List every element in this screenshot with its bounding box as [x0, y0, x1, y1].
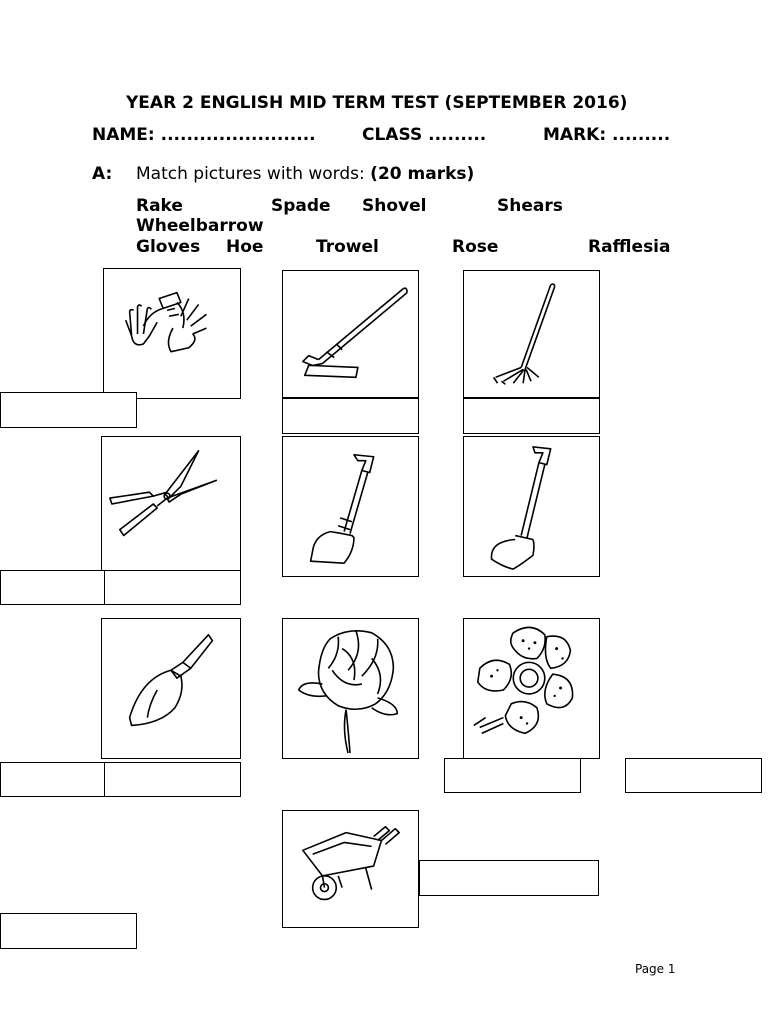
picture-box-hoe — [282, 270, 419, 398]
rose-icon — [283, 619, 418, 758]
name-field-label: NAME: ........................ — [92, 125, 316, 145]
picture-box-rose — [282, 618, 419, 759]
class-field-label: CLASS ......... — [362, 125, 487, 145]
trowel-icon — [102, 619, 240, 758]
picture-box-wheelbarrow — [282, 810, 419, 928]
picture-box-rake — [463, 270, 600, 398]
answer-box-rafflesia[interactable] — [444, 758, 581, 793]
gloves-icon — [104, 269, 240, 398]
test-title: YEAR 2 ENGLISH MID TERM TEST (SEPTEMBER 2016) — [126, 93, 628, 113]
hoe-icon — [283, 271, 418, 397]
answer-box-wheelbarrow[interactable] — [419, 860, 599, 896]
answer-box-rake[interactable] — [463, 398, 600, 434]
answer-box-trowel-a[interactable] — [0, 762, 105, 797]
picture-box-trowel — [101, 618, 241, 759]
answer-box-shears-a[interactable] — [0, 570, 105, 605]
answer-box-trowel-b[interactable] — [104, 762, 241, 797]
answer-box-gloves[interactable] — [0, 392, 137, 428]
word-rake: Rake — [136, 196, 183, 216]
shovel-icon — [464, 437, 599, 576]
answer-box-shears-b[interactable] — [104, 570, 241, 605]
word-spade: Spade — [271, 196, 331, 216]
page-number: Page 1 — [635, 962, 676, 976]
spade-icon — [283, 437, 418, 576]
section-instruction — [136, 164, 474, 184]
answer-box-hoe[interactable] — [282, 398, 419, 434]
picture-box-shovel — [463, 436, 600, 577]
word-shears: Shears — [497, 196, 563, 216]
picture-box-gloves — [103, 268, 241, 399]
word-rose: Rose — [452, 237, 499, 257]
answer-box-spare[interactable] — [0, 913, 137, 949]
word-trowel: Trowel — [316, 237, 379, 257]
mark-field-label: MARK: ......... — [543, 125, 671, 145]
wheelbarrow-icon — [283, 811, 418, 927]
word-shovel: Shovel — [362, 196, 427, 216]
rafflesia-icon — [464, 619, 599, 758]
word-gloves: Gloves — [136, 237, 201, 257]
rake-icon — [464, 271, 599, 397]
word-wheelbarrow: Wheelbarrow — [136, 216, 264, 236]
answer-box-extra[interactable] — [625, 758, 762, 793]
section-label: A: — [92, 164, 113, 184]
shears-icon — [102, 437, 240, 571]
picture-box-shears — [101, 436, 241, 572]
picture-box-rafflesia — [463, 618, 600, 759]
instruction-marks: (20 marks) — [370, 164, 475, 184]
word-hoe: Hoe — [226, 237, 264, 257]
picture-box-spade — [282, 436, 419, 577]
word-rafflesia: Rafflesia — [588, 237, 671, 257]
instruction-text: Match pictures with words: — [136, 164, 371, 184]
